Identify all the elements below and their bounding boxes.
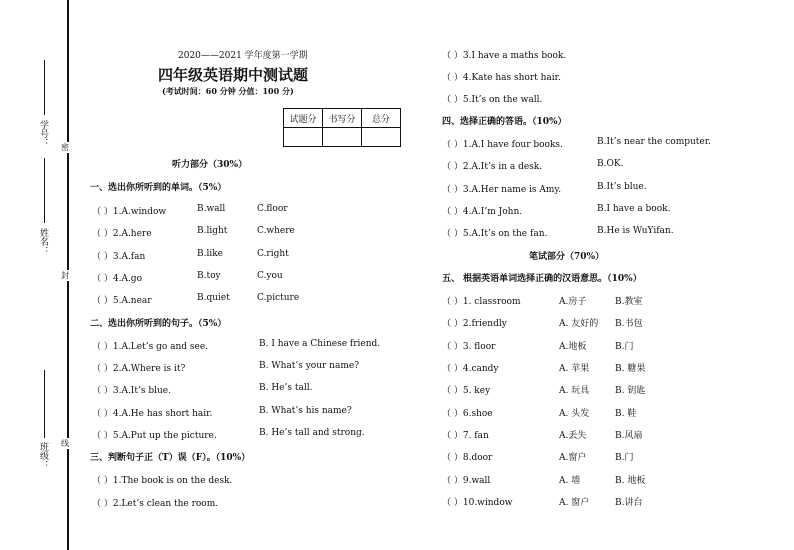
s1-q3-c: C.right xyxy=(257,249,289,259)
s5-q10-a: A. 窗户 xyxy=(559,498,590,508)
s3-item: （ ）5.It’s on the wall. xyxy=(442,95,543,105)
s1-q3-b: B.like xyxy=(197,249,224,259)
s5-q2-a: A. 友好的 xyxy=(559,319,599,329)
section-3-title: 三、判断句子正（T）误（F）。（10%） xyxy=(90,453,251,463)
s5-q4: （ ）4.candy xyxy=(442,364,499,374)
s5-q1-b: B.教室 xyxy=(615,297,643,307)
s5-q8-b: B.门 xyxy=(615,453,634,463)
score-header-writing: 书写分 xyxy=(323,109,362,128)
section-1-title: 一、选出你所听到的单词。（5%） xyxy=(90,183,227,193)
s1-q5-c: C.picture xyxy=(257,293,300,303)
s5-q5-a: A. 玩具 xyxy=(559,386,590,396)
s2-q3-b: B. He’s tall. xyxy=(259,383,313,393)
seal-mi: 密 xyxy=(61,143,69,152)
s4-q5-a: （ ）5.A.It’s on the fan. xyxy=(442,229,548,239)
s5-q8: （ ）8.door xyxy=(442,453,493,463)
s5-q5-b: B. 钥匙 xyxy=(615,386,646,396)
s1-q4: （ ）4.A.go xyxy=(92,274,142,284)
score-cell-total[interactable] xyxy=(362,128,401,147)
s4-q2-a: （ ）2.A.It’s in a desk. xyxy=(442,162,543,172)
s1-q5: （ ）5.A.near xyxy=(92,296,152,306)
exam-info: (考试时间：60 分钟 分值：100 分) xyxy=(162,86,294,96)
s1-q2-b: B.light xyxy=(197,226,228,236)
s5-q9: （ ）9.wall xyxy=(442,476,491,486)
score-cell-test[interactable] xyxy=(284,128,323,147)
s4-q1-b: B.It’s near the computer. xyxy=(597,137,711,147)
score-cell-writing[interactable] xyxy=(323,128,362,147)
s5-q10: （ ）10.window xyxy=(442,498,513,508)
seal-feng: 封 xyxy=(61,271,69,280)
section-5-title: 五、 根据英语单词选择正确的汉语意思。（10%） xyxy=(442,274,642,284)
s5-q5: （ ）5. key xyxy=(442,386,491,396)
s5-q3-a: A.地板 xyxy=(559,342,587,352)
s5-q6-b: B. 鞋 xyxy=(615,409,637,419)
s4-q4-b: B.I have a book. xyxy=(597,204,671,214)
seal-xian: 线 xyxy=(61,439,69,448)
s1-q3: （ ）3.A.fan xyxy=(92,252,146,262)
s3-item: （ ）1.The book is on the desk. xyxy=(92,476,233,486)
s4-q4-a: （ ）4.A.I’m John. xyxy=(442,207,523,217)
s2-q4-b: B. What’s his name? xyxy=(259,406,352,416)
score-header-total: 总分 xyxy=(362,109,401,128)
s1-q5-b: B.quiet xyxy=(197,293,230,303)
s4-q2-b: B.OK. xyxy=(597,159,624,169)
listening-title: 听力部分（30%） xyxy=(172,160,248,170)
student-name-label: 姓名： xyxy=(38,228,48,255)
s5-q6: （ ）6.shoe xyxy=(442,409,493,419)
s1-q1: （ ）1.A.window xyxy=(92,207,167,217)
s4-q1-a: （ ）1.A.I have four books. xyxy=(442,140,563,150)
s5-q2: （ ）2.friendly xyxy=(442,319,507,329)
score-header-test: 试题分 xyxy=(284,109,323,128)
class-blank xyxy=(44,370,45,438)
section-2-title: 二、选出你所听到的句子。（5%） xyxy=(90,319,227,329)
s3-item: （ ）4.Kate has short hair. xyxy=(442,73,561,83)
s5-q1-a: A.房子 xyxy=(559,297,587,307)
score-table xyxy=(283,108,401,147)
s1-q2: （ ）2.A.here xyxy=(92,229,152,239)
s5-q7-a: A.丢失 xyxy=(559,431,587,441)
class-label: 班级： xyxy=(38,442,48,469)
s5-q7: （ ）7. fan xyxy=(442,431,489,441)
s1-q4-b: B.toy xyxy=(197,271,221,281)
s5-q9-b: B. 地板 xyxy=(615,476,646,486)
student-number-blank xyxy=(44,60,45,115)
s2-q2-b: B. What’s your name? xyxy=(259,361,360,371)
s3-item: （ ）3.I have a maths book. xyxy=(442,51,567,61)
s2-q5-a: （ ）5.A.Put up the picture. xyxy=(92,431,217,441)
section-4-title: 四、选择正确的答语。（10%） xyxy=(442,117,567,127)
s5-q3-b: B.门 xyxy=(615,342,634,352)
s4-q3-b: B.It’s blue. xyxy=(597,182,647,192)
s1-q2-c: C.where xyxy=(257,226,295,236)
school-year: 2020——2021 学年度第一学期 xyxy=(178,51,308,61)
s5-q2-b: B.书包 xyxy=(615,319,643,329)
s3-item: （ ）2.Let’s clean the room. xyxy=(92,499,219,509)
s2-q4-a: （ ）4.A.He has short hair. xyxy=(92,409,213,419)
written-title: 笔试部分（70%） xyxy=(529,252,605,262)
s2-q3-a: （ ）3.A.It’s blue. xyxy=(92,386,171,396)
s1-q1-b: B.wall xyxy=(197,204,226,214)
student-name-blank xyxy=(44,158,45,223)
s5-q9-a: A. 墙 xyxy=(559,476,581,486)
s4-q3-a: （ ）3.A.Her name is Amy. xyxy=(442,185,562,195)
s1-q1-c: C.floor xyxy=(257,204,288,214)
s5-q4-a: A. 苹果 xyxy=(559,364,590,374)
s5-q8-a: A.窗户 xyxy=(559,453,587,463)
s2-q1-b: B. I have a Chinese friend. xyxy=(259,339,381,349)
s5-q4-b: B. 糖果 xyxy=(615,364,646,374)
page-title: 四年级英语期中测试题 xyxy=(158,66,309,84)
s2-q5-b: B. He’s tall and strong. xyxy=(259,428,365,438)
s5-q3: （ ）3. floor xyxy=(442,342,496,352)
student-number-label: 学号： xyxy=(38,120,48,147)
s2-q2-a: （ ）2.A.Where is it? xyxy=(92,364,186,374)
s1-q4-c: C.you xyxy=(257,271,283,281)
s5-q10-b: B.讲台 xyxy=(615,498,643,508)
s5-q7-b: B.风扇 xyxy=(615,431,643,441)
s2-q1-a: （ ）1.A.Let’s go and see. xyxy=(92,342,209,352)
s5-q1: （ ）1. classroom xyxy=(442,297,521,307)
s5-q6-a: A. 头发 xyxy=(559,409,590,419)
s4-q5-b: B.He is WuYifan. xyxy=(597,226,674,236)
